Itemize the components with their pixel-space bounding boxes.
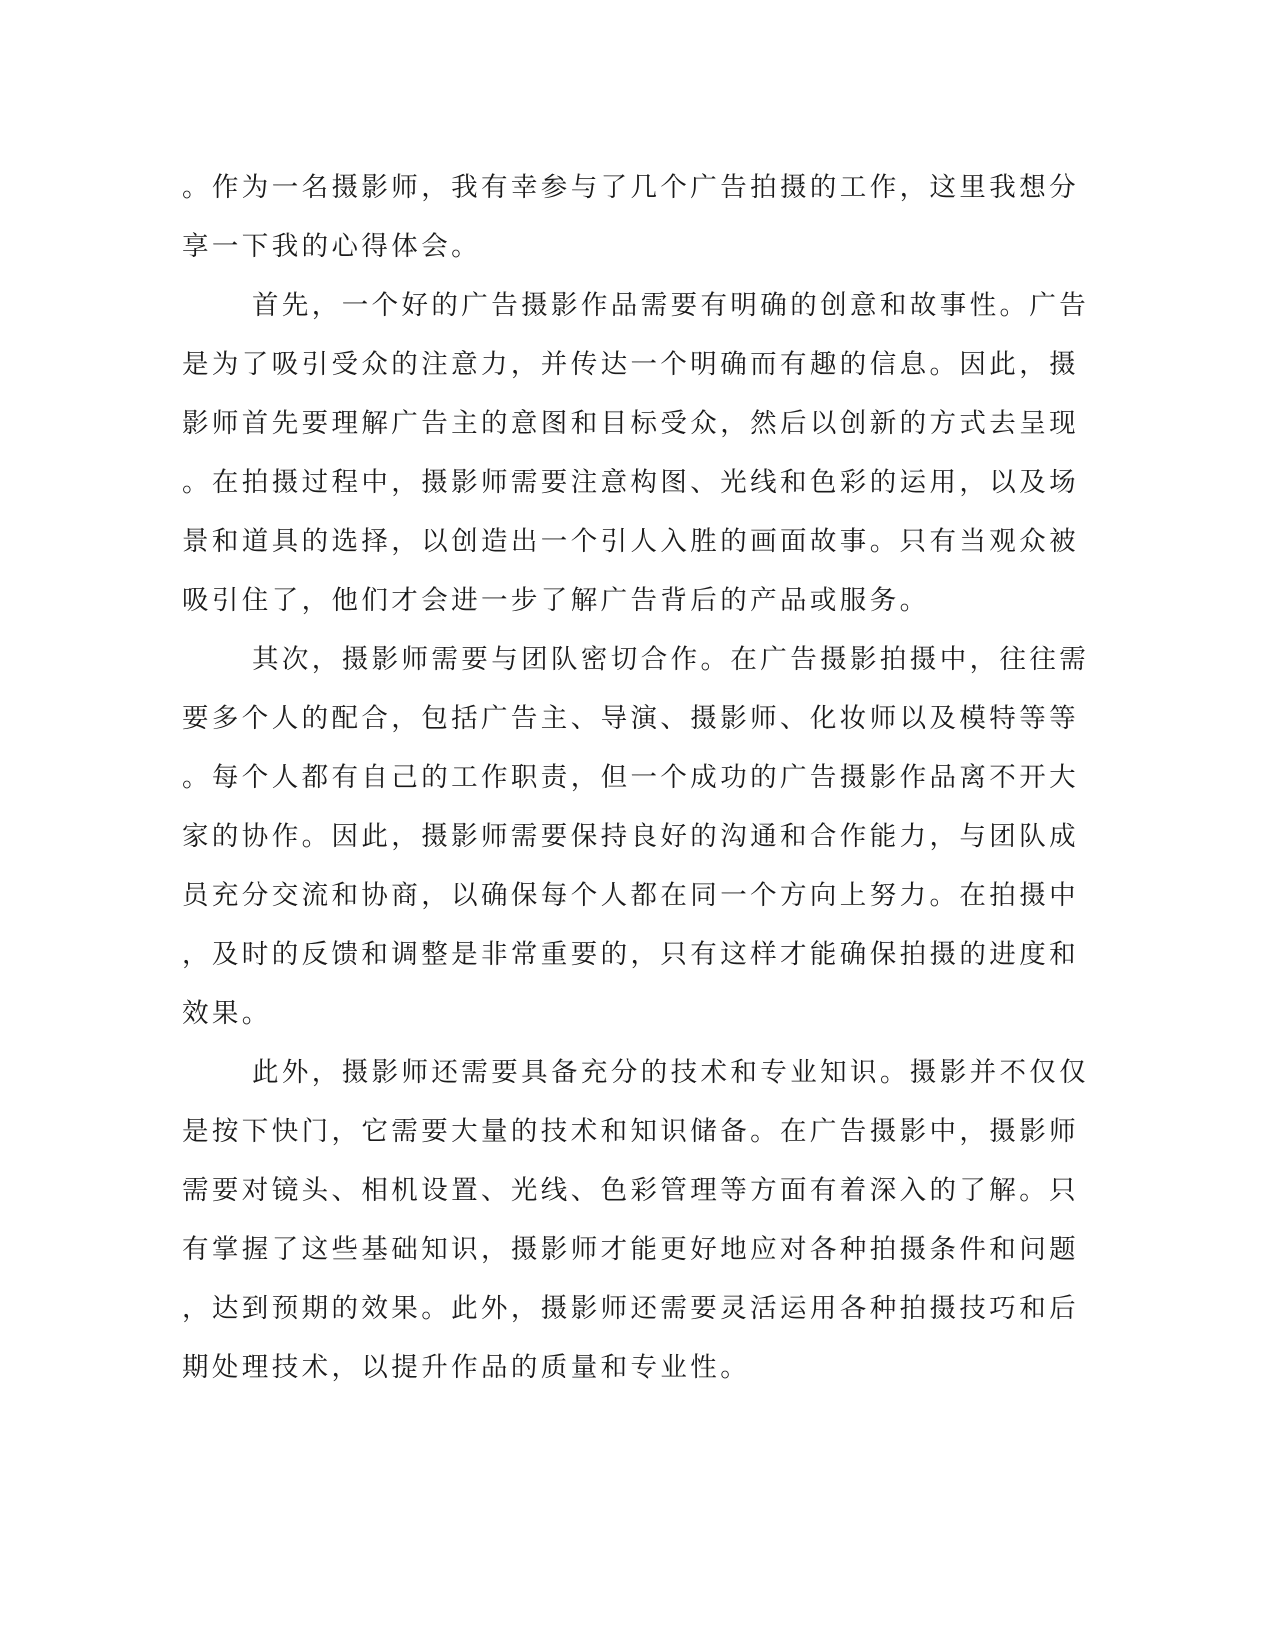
text-line: ，达到预期的效果。此外，摄影师还需要灵活运用各种拍摄技巧和后: [182, 1293, 1079, 1324]
text-line: 。每个人都有自己的工作职责，但一个成功的广告摄影作品离不开大: [182, 762, 1079, 793]
document-body: [182, 158, 1090, 1397]
paragraph-creativity: [182, 276, 1090, 630]
text-line: 有掌握了这些基础知识，摄影师才能更好地应对各种拍摄条件和问题: [182, 1234, 1079, 1265]
text-line: 效果。: [182, 998, 272, 1029]
text-line: 。作为一名摄影师，我有幸参与了几个广告拍摄的工作，这里我想分: [182, 172, 1079, 203]
text-line: 家的协作。因此，摄影师需要保持良好的沟通和合作能力，与团队成: [182, 821, 1079, 852]
paragraph-technique: [182, 1043, 1090, 1397]
text-line: 首先，一个好的广告摄影作品需要有明确的创意和故事性。广告: [252, 290, 1090, 321]
paragraph-teamwork: [182, 630, 1090, 1043]
paragraph-intro: [182, 158, 1079, 276]
text-line: 需要对镜头、相机设置、光线、色彩管理等方面有着深入的了解。只: [182, 1175, 1079, 1206]
text-line: 。在拍摄过程中，摄影师需要注意构图、光线和色彩的运用，以及场: [182, 467, 1079, 498]
text-line: 员充分交流和协商，以确保每个人都在同一个方向上努力。在拍摄中: [182, 880, 1079, 911]
text-line: 享一下我的心得体会。: [182, 231, 481, 262]
text-line: 此外，摄影师还需要具备充分的技术和专业知识。摄影并不仅仅: [252, 1057, 1090, 1088]
text-line: 其次，摄影师需要与团队密切合作。在广告摄影拍摄中，往往需: [252, 644, 1090, 675]
text-line: 影师首先要理解广告主的意图和目标受众，然后以创新的方式去呈现: [182, 408, 1079, 439]
text-line: 景和道具的选择，以创造出一个引人入胜的画面故事。只有当观众被: [182, 526, 1079, 557]
text-line: ，及时的反馈和调整是非常重要的，只有这样才能确保拍摄的进度和: [182, 939, 1079, 970]
text-line: 要多个人的配合，包括广告主、导演、摄影师、化妆师以及模特等等: [182, 703, 1079, 734]
text-line: 是按下快门，它需要大量的技术和知识储备。在广告摄影中，摄影师: [182, 1116, 1079, 1147]
text-line: 吸引住了，他们才会进一步了解广告背后的产品或服务。: [182, 585, 930, 616]
text-line: 是为了吸引受众的注意力，并传达一个明确而有趣的信息。因此，摄: [182, 349, 1079, 380]
text-line: 期处理技术，以提升作品的质量和专业性。: [182, 1352, 751, 1383]
